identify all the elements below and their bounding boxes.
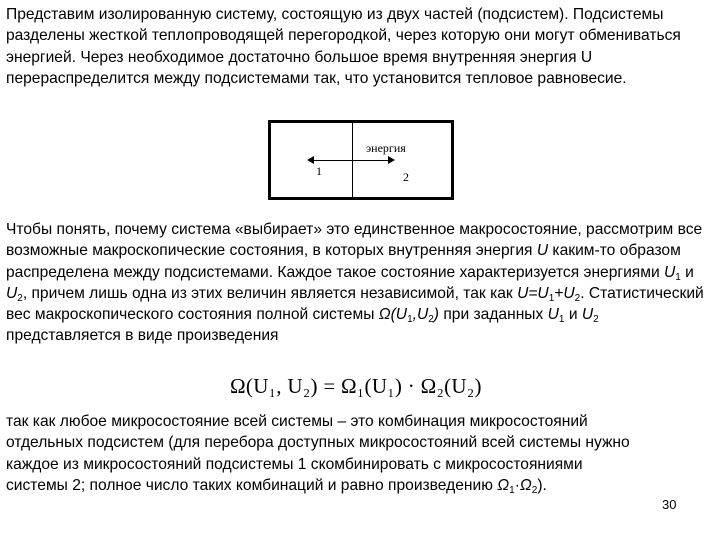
two-subsystem-diagram: [268, 120, 454, 200]
arrow-right-head-icon: [388, 156, 395, 164]
product-formula: Ω(U₁, U₂) = Ω₁(U₁) · Ω₂(U₂): [230, 374, 482, 398]
intro-paragraph: Представим изолированную систему, состоящую из двух частей (подсистем). Подсистемы разделены жесткой теплопроводящей перегородкой, через которую они могут обмениваться энергией. Через необходимое достаточно большое время внутренняя энергия U перераспределится между подсистемами так, что установится тепловое равновесие.: [6, 6, 681, 87]
energy-label: энергия: [366, 141, 406, 155]
energy-exchange-arrow: [313, 160, 389, 161]
subsystem-2-label: 2: [403, 170, 409, 184]
subsystem-1-label: 1: [316, 164, 322, 178]
page-number: 30: [662, 497, 677, 512]
arrow-left-head-icon: [307, 156, 314, 164]
microstate-combination-paragraph: так как любое микросостояние всей системы – это комбинация микросостояний отдельных подсистем (для перебора доступных микросостояний всей системы нужно каждое из микросостояний подсистемы 1 скомбинировать с микросостояниями системы 2; полное число таких комбинаций и равно произведению $\Omega_1\cdot\Omega_2$).: [6, 413, 630, 496]
statistical-weight-paragraph: Чтобы понять, почему система «выбирает» это единственное макросостояние, рассмотрим все возможные макроскопические состояния, в которых внутренняя энергия U каким-то образом распределена между подсистемами. Каждое такое состояние характеризуется энергиями $U_1$ и $U_2$, причем лишь одна из этих величин является независимой, так как $U=U_1+U_2$. Статистический вес макроскопического состояния полной системы $\Omega(U_1,U_2)$ при заданных $U_1$ и $U_2$ представляется в виде произведения: [6, 221, 704, 345]
